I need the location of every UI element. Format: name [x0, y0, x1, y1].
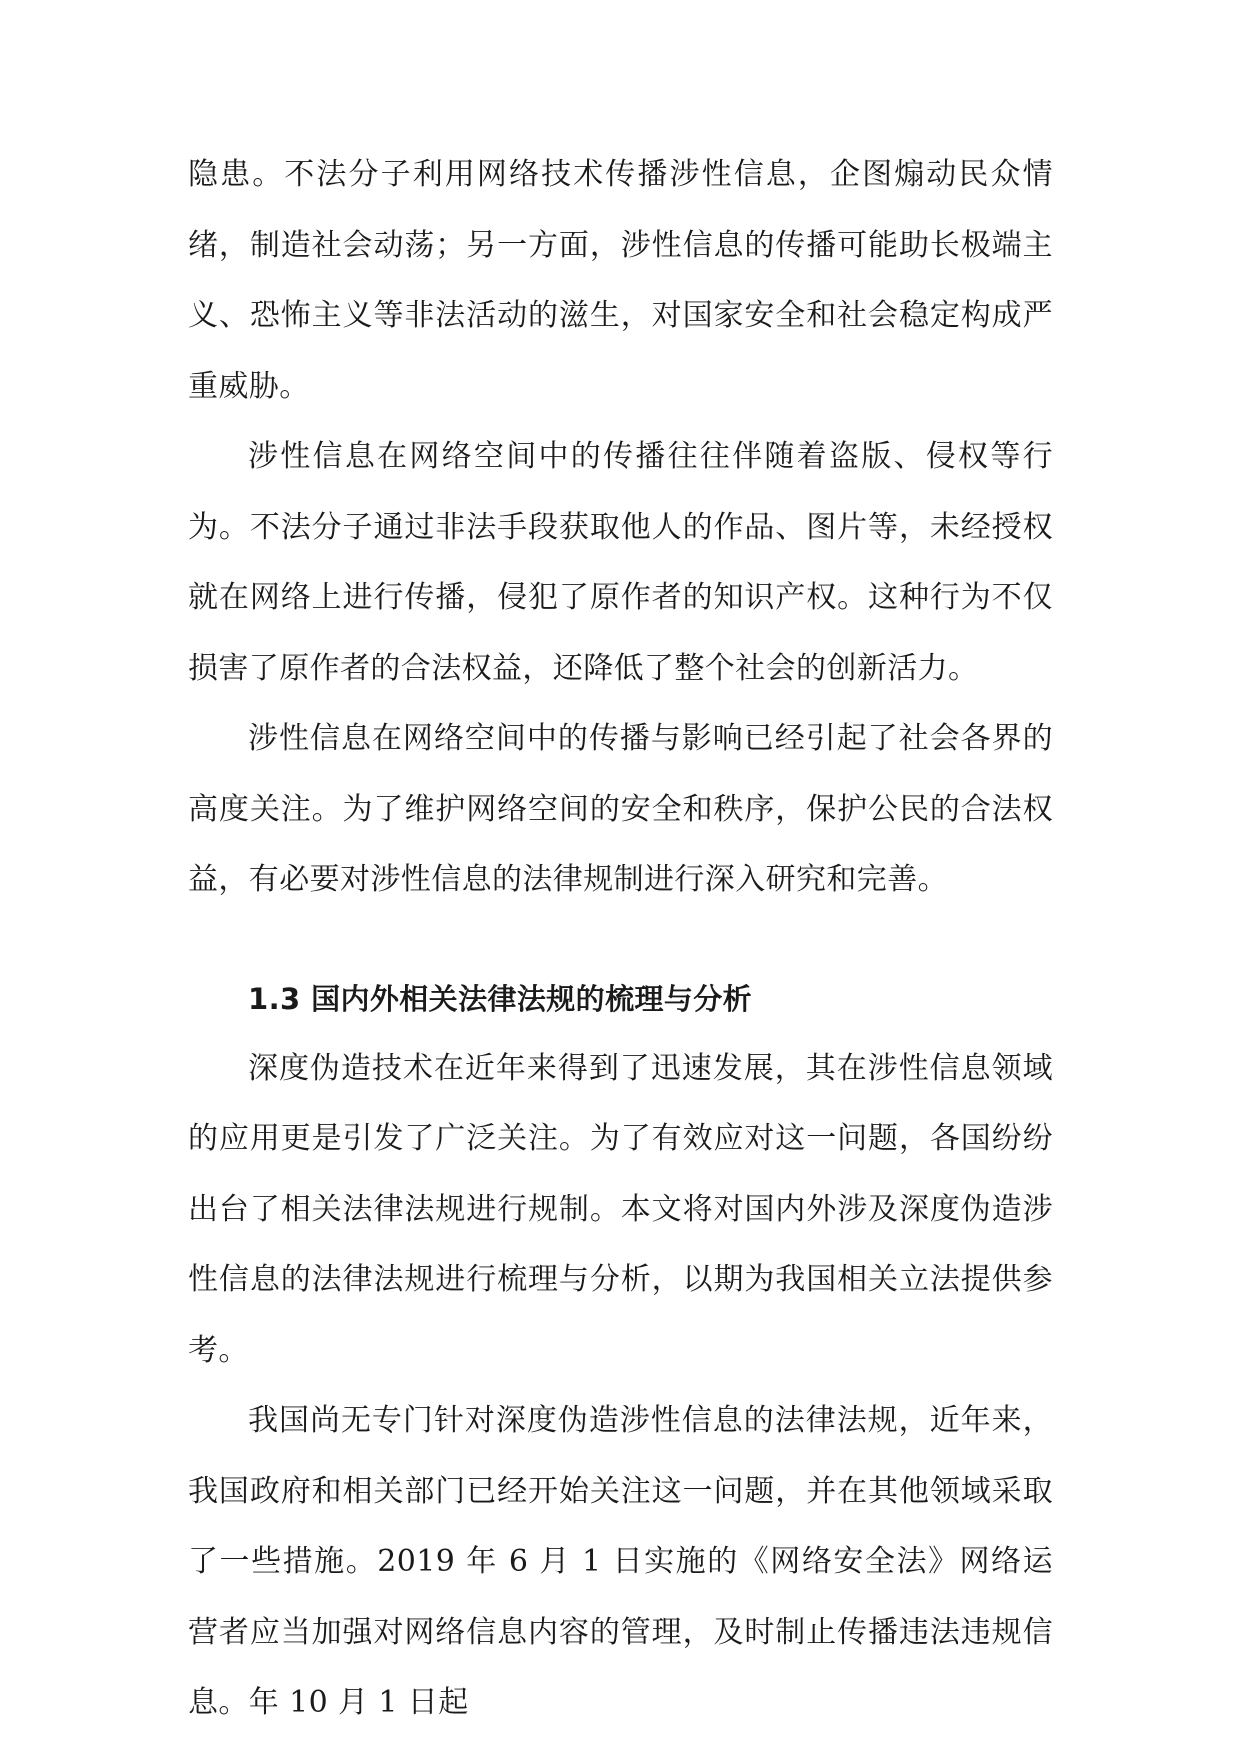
- paragraph-4: 深度伪造技术在近年来得到了迅速发展，其在涉性信息领域的应用更是引发了广泛关注。为了有效应对这一问题，各国纷纷出台了相关法律法规进行规制。本文将对国内外涉及深度伪造涉性信息的法律法规进行梳理与分析，以期为我国相关立法提供参考。: [188, 1050, 1053, 1368]
- paragraph-3: 涉性信息在网络空间中的传播与影响已经引起了社会各界的高度关注。为了维护网络空间的安全和秩序，保护公民的合法权益，有必要对涉性信息的法律规制进行深入研究和完善。: [188, 721, 1053, 897]
- paragraph-1: 隐患。不法分子利用网络技术传播涉性信息，企图煽动民众情绪，制造社会动荡；另一方面，涉性信息的传播可能助长极端主义、恐怖主义等非法活动的滋生，对国家安全和社会稳定构成严重威胁。: [188, 157, 1053, 404]
- section-heading: 1.3 国内外相关法律法规的梳理与分析: [248, 981, 753, 1016]
- paragraph-5: 我国尚无专门针对深度伪造涉性信息的法律法规，近年来，我国政府和相关部门已经开始关注这一问题，并在其他领域采取了一些措施。2019 年 6 月 1 日实施的《网络安全法》网络运营者应当加强对网络信息内容的管理，及时制止传播违法违规信息。年 10 月 1 日起: [188, 1403, 1053, 1720]
- document-body: [188, 140, 1053, 1739]
- paragraph-2: 涉性信息在网络空间中的传播往往伴随着盗版、侵权等行为。不法分子通过非法手段获取他人的作品、图片等，未经授权就在网络上进行传播，侵犯了原作者的知识产权。这种行为不仅损害了原作者的合法权益，还降低了整个社会的创新活力。: [188, 439, 1053, 686]
